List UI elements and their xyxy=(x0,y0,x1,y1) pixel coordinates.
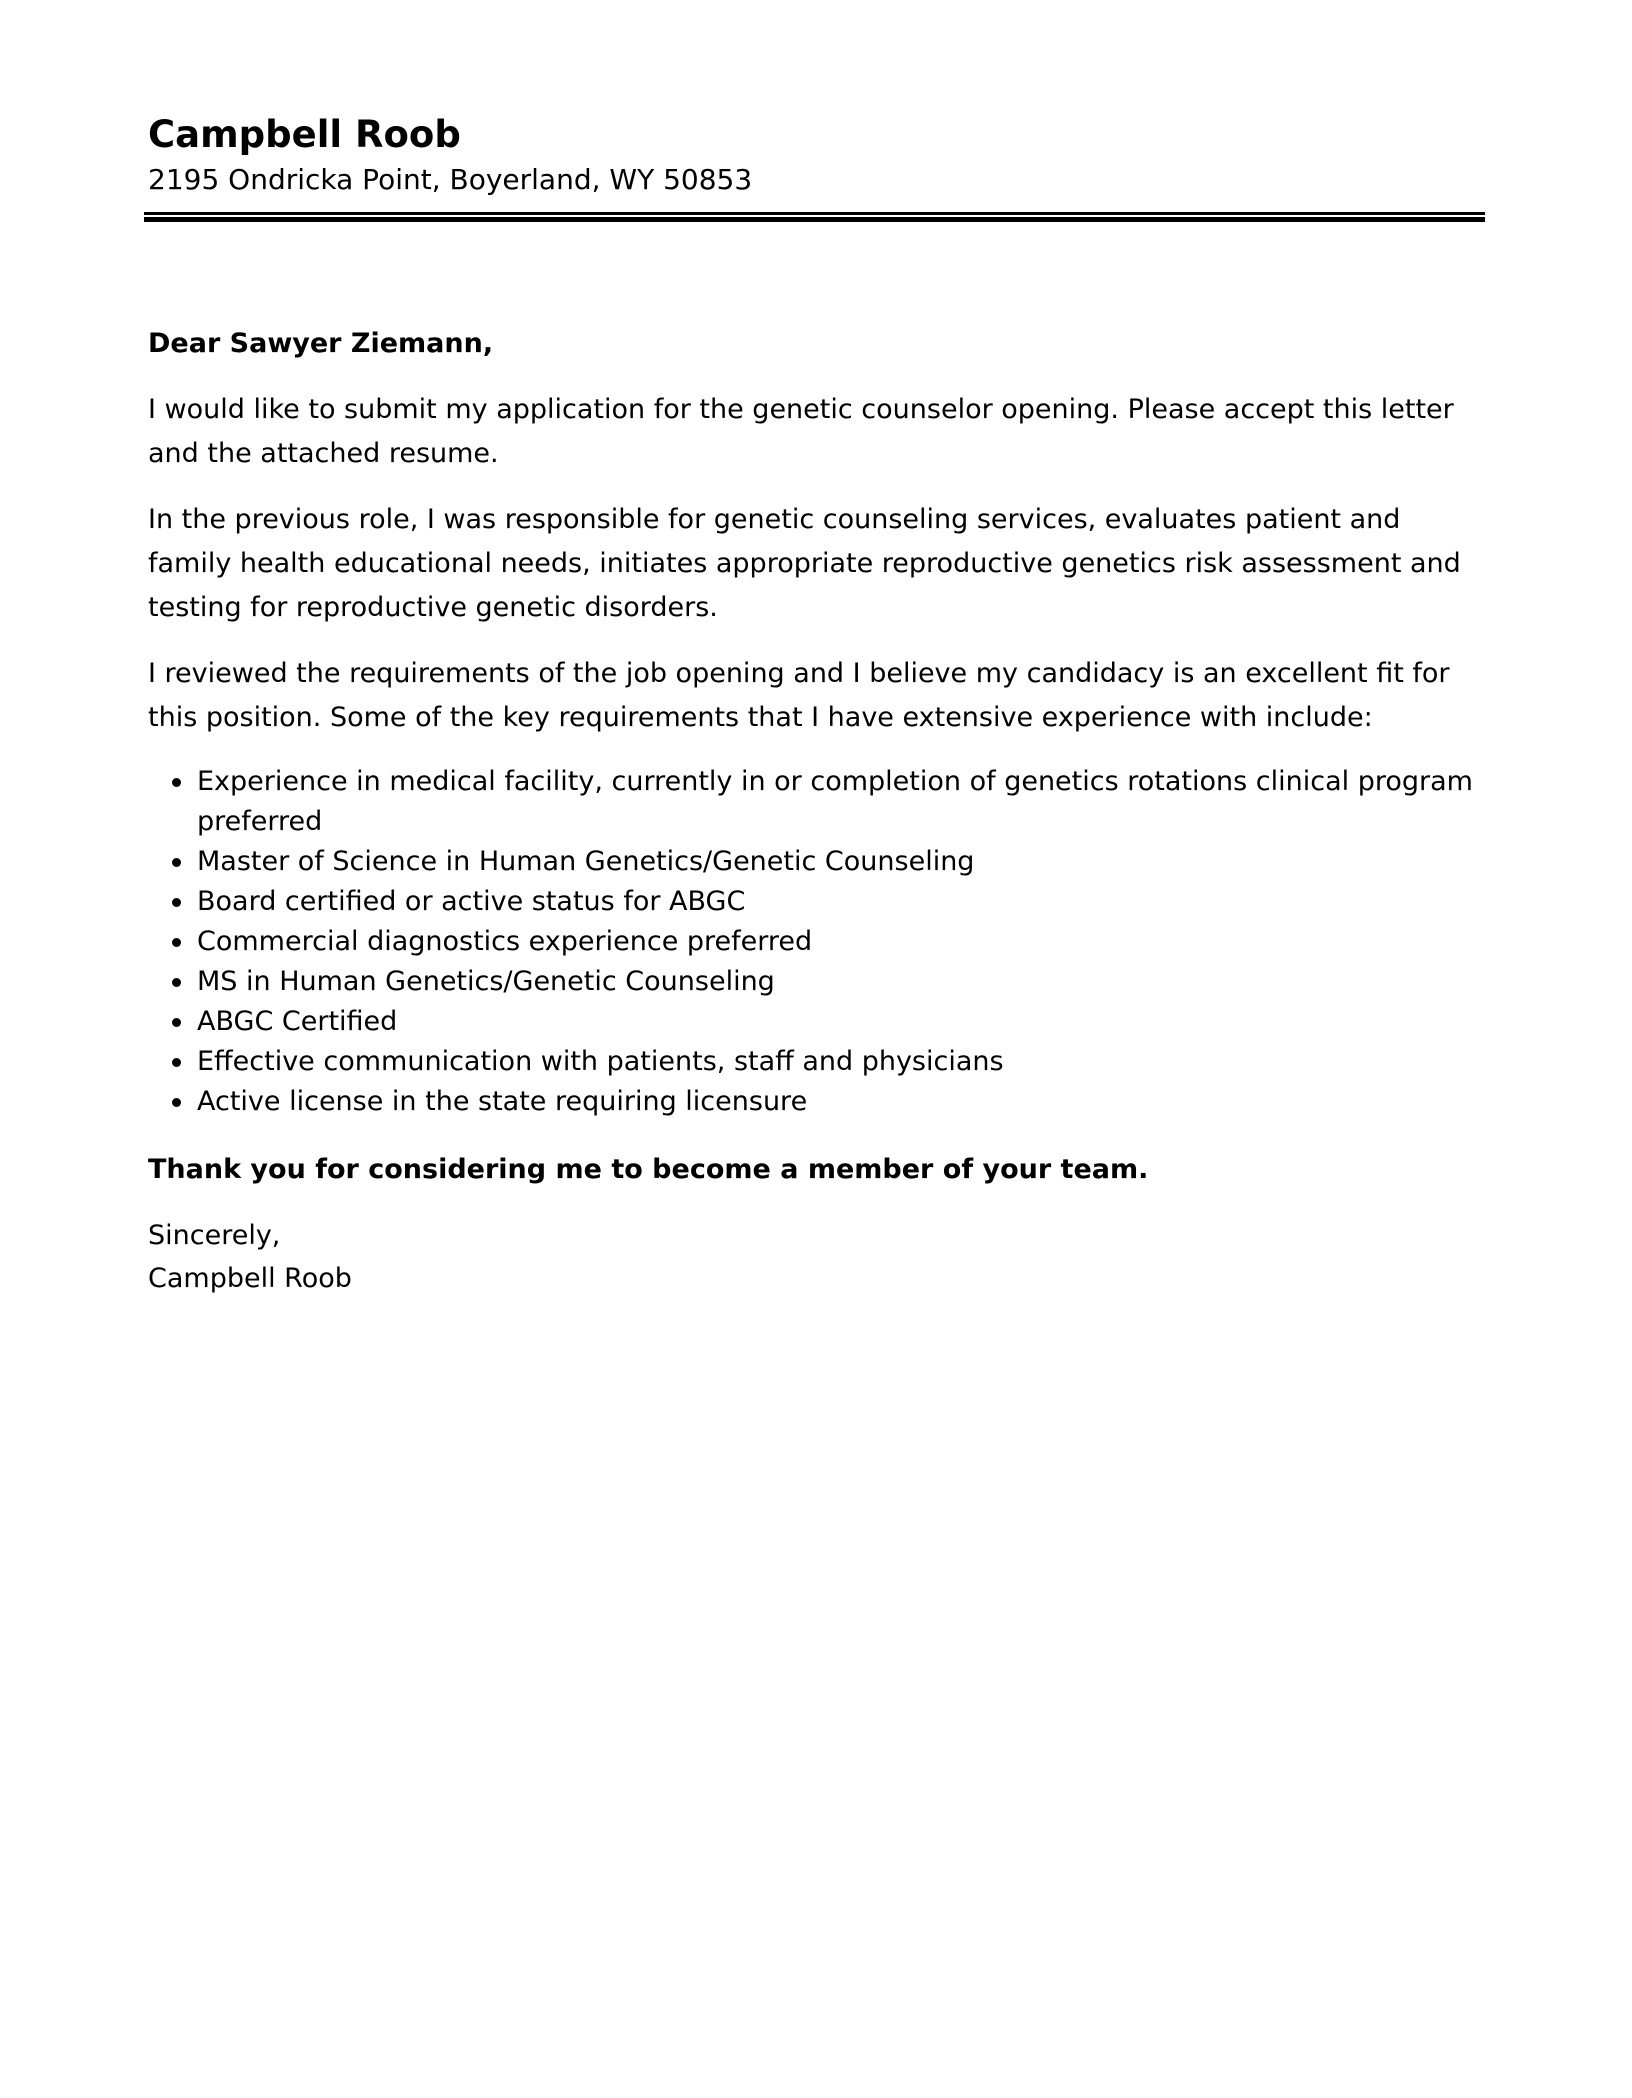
list-item-text: Active license in the state requiring licensure xyxy=(197,1086,808,1117)
bullet-icon xyxy=(172,778,181,787)
list-item xyxy=(148,882,1488,922)
list-item-text: Effective communication with patients, staff and physicians xyxy=(197,1046,1004,1077)
bullet-icon xyxy=(172,898,181,907)
list-item xyxy=(148,922,1488,962)
list-item-text: MS in Human Genetics/Genetic Counseling xyxy=(197,966,775,997)
list-item xyxy=(148,1082,1488,1122)
salutation: Dear Sawyer Ziemann, xyxy=(148,328,494,359)
letter-body xyxy=(148,322,1488,1300)
list-item xyxy=(148,1002,1488,1042)
signature-name: Campbell Roob xyxy=(148,1263,352,1294)
signoff: Sincerely, xyxy=(148,1220,281,1251)
list-item-text: ABGC Certified xyxy=(197,1006,398,1037)
list-item-text: Experience in medical facility, currently in or completion of genetics rotations clinical program preferred xyxy=(197,766,1473,837)
divider-thick-line xyxy=(144,217,1485,222)
list-item xyxy=(148,842,1488,882)
bullet-icon xyxy=(172,1058,181,1067)
sender-address: 2195 Ondricka Point, Boyerland, WY 50853 xyxy=(148,163,753,196)
sender-name: Campbell Roob xyxy=(148,113,461,156)
list-item-text: Master of Science in Human Genetics/Genetic Counseling xyxy=(197,846,975,877)
requirements-list xyxy=(148,762,1488,1122)
bullet-icon xyxy=(172,1018,181,1027)
paragraph-requirements-intro: I reviewed the requirements of the job opening and I believe my candidacy is an excellent fit for this position. Some of the key requirements that I have extensive experience with include: xyxy=(148,658,1450,733)
bullet-icon xyxy=(172,938,181,947)
list-item xyxy=(148,762,1488,842)
bullet-icon xyxy=(172,858,181,867)
paragraph-previous-role: In the previous role, I was responsible for genetic counseling services, evaluates patient and family health educational needs, initiates appropriate reproductive genetics risk assessment and testing for reproductive genetic disorders. xyxy=(148,504,1461,623)
list-item xyxy=(148,962,1488,1002)
list-item-text: Commercial diagnostics experience preferred xyxy=(197,926,813,957)
bullet-icon xyxy=(172,1098,181,1107)
closing-line: Thank you for considering me to become a member of your team. xyxy=(148,1154,1149,1185)
paragraph-intro: I would like to submit my application for the genetic counselor opening. Please accept this letter and the attached resume. xyxy=(148,394,1454,469)
bullet-icon xyxy=(172,978,181,987)
divider-thin-line xyxy=(144,212,1485,215)
letter-header xyxy=(148,110,1488,200)
list-item-text: Board certified or active status for ABGC xyxy=(197,886,746,917)
list-item xyxy=(148,1042,1488,1082)
signoff-block xyxy=(148,1214,1488,1300)
header-divider xyxy=(144,212,1485,223)
